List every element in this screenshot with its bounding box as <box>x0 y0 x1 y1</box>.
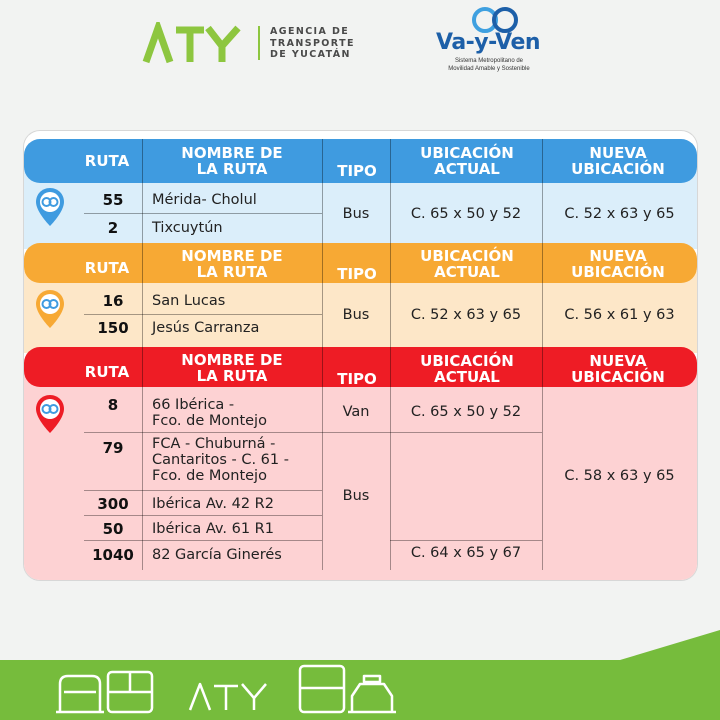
grid-line <box>542 139 543 243</box>
route-name: Tixcuytún <box>152 220 223 236</box>
col-nombre <box>142 352 322 384</box>
col-nombre-line: LA RUTA <box>196 160 268 178</box>
location-pin-red-icon <box>35 394 65 434</box>
aty-logo <box>142 22 246 66</box>
brand-sub-line: Movilidad Amable y Sostenible <box>448 65 530 72</box>
agency-line: AGENCIA DE <box>270 26 350 37</box>
route-type: Bus <box>342 206 370 222</box>
col-nueva-line: UBICACIÓN <box>571 368 665 386</box>
grid-line <box>542 243 543 347</box>
route-name-line: 66 Ibérica - <box>152 397 235 413</box>
col-nombre-line: LA RUTA <box>196 263 268 281</box>
route-number: 150 <box>97 319 129 337</box>
route-number: 55 <box>102 191 124 209</box>
location-pin-orange-icon <box>35 289 65 329</box>
col-nombre-line: NOMBRE DE <box>181 144 283 162</box>
col-nombre <box>142 248 322 280</box>
current-location: C. 64 x 65 y 67 <box>410 545 522 561</box>
route-name: Mérida- Cholul <box>152 192 257 208</box>
col-ruta: RUTA <box>84 363 130 381</box>
col-nombre-line: NOMBRE DE <box>181 247 283 265</box>
route-name: Ibérica Av. 42 R2 <box>152 496 274 512</box>
new-location: C. 58 x 63 y 65 <box>564 468 675 484</box>
col-ruta: RUTA <box>84 259 130 277</box>
route-name-line: FCA - Chuburná - <box>152 436 276 452</box>
grid-line <box>84 213 322 214</box>
van-icon <box>56 676 104 712</box>
taxi-icon <box>348 676 396 712</box>
route-name-line: Fco. de Montejo <box>152 413 267 429</box>
agency-line: TRANSPORTE <box>270 37 355 49</box>
route-name <box>152 397 267 429</box>
grid-line <box>322 139 323 243</box>
col-nueva-line: UBICACIÓN <box>571 160 665 178</box>
agency-name <box>270 26 400 61</box>
col-nombre <box>142 145 322 177</box>
col-actual-line: UBICACIÓN <box>420 247 514 265</box>
grid-line <box>84 432 542 433</box>
grid-line <box>322 347 323 570</box>
col-actual <box>392 145 542 177</box>
col-actual-line: UBICACIÓN <box>420 144 514 162</box>
col-nueva-line: UBICACIÓN <box>571 263 665 281</box>
col-nueva <box>544 353 692 385</box>
footer-aty-logo <box>190 684 266 710</box>
agency-line: DE YUCATÁN <box>270 49 351 60</box>
col-nombre-line: LA RUTA <box>196 367 268 385</box>
grid-line <box>84 515 322 516</box>
current-location: C. 65 x 50 y 52 <box>410 206 522 222</box>
route-name: 82 García Ginerés <box>152 547 282 563</box>
route-number: 300 <box>97 495 129 513</box>
col-actual-line: ACTUAL <box>434 263 500 281</box>
grid-line <box>142 243 143 347</box>
grid-line <box>84 314 322 315</box>
col-nueva <box>544 248 692 280</box>
header <box>0 0 720 110</box>
col-actual-line: UBICACIÓN <box>420 352 514 370</box>
col-actual-line: ACTUAL <box>434 160 500 178</box>
grid-line <box>142 347 143 570</box>
route-name-line: Fco. de Montejo <box>152 468 267 484</box>
brand-name: Va-y-Ven <box>436 30 541 55</box>
new-location: C. 56 x 61 y 63 <box>564 307 675 323</box>
col-nueva-line: NUEVA <box>589 352 647 370</box>
route-number: 1040 <box>92 546 134 564</box>
col-nueva <box>544 145 692 177</box>
col-tipo: TIPO <box>337 370 377 388</box>
col-nueva-line: NUEVA <box>589 144 647 162</box>
bus-front-icon <box>300 666 344 712</box>
grid-line <box>390 243 391 347</box>
grid-line <box>84 490 322 491</box>
location-pin-blue-icon <box>35 187 65 227</box>
footer-illustration <box>0 600 720 720</box>
header-divider <box>258 26 260 60</box>
route-name: Jesús Carranza <box>152 320 260 336</box>
bus-icon <box>108 672 152 712</box>
grid-line <box>84 540 322 541</box>
routes-table <box>24 131 697 580</box>
col-actual-line: ACTUAL <box>434 368 500 386</box>
col-tipo: TIPO <box>337 162 377 180</box>
col-actual <box>392 248 542 280</box>
route-number: 79 <box>102 439 124 457</box>
grid-line <box>390 139 391 243</box>
current-location: C. 52 x 63 y 65 <box>410 307 522 323</box>
route-name <box>152 436 289 484</box>
route-type: Van <box>342 404 370 420</box>
grid-line <box>390 540 542 541</box>
route-number: 8 <box>107 396 119 414</box>
col-nombre-line: NOMBRE DE <box>181 351 283 369</box>
route-name-line: Cantaritos - C. 61 - <box>152 452 289 468</box>
current-location: C. 65 x 50 y 52 <box>410 404 522 420</box>
grid-line <box>542 347 543 570</box>
col-nueva-line: NUEVA <box>589 247 647 265</box>
grid-line <box>142 139 143 243</box>
new-location: C. 52 x 63 y 65 <box>564 206 675 222</box>
route-type: Bus <box>342 488 370 504</box>
col-tipo: TIPO <box>337 265 377 283</box>
brand-sub-line: Sistema Metropolitano de <box>454 58 524 64</box>
grid-line <box>322 243 323 347</box>
col-ruta: RUTA <box>84 152 130 170</box>
grid-line <box>390 347 391 570</box>
col-actual <box>392 353 542 385</box>
route-name: San Lucas <box>152 293 226 309</box>
brand-subtitle <box>430 58 548 73</box>
route-number: 16 <box>102 292 124 310</box>
route-number: 50 <box>102 520 124 538</box>
route-number: 2 <box>107 219 119 237</box>
route-type: Bus <box>342 307 370 323</box>
route-name: Ibérica Av. 61 R1 <box>152 521 274 537</box>
